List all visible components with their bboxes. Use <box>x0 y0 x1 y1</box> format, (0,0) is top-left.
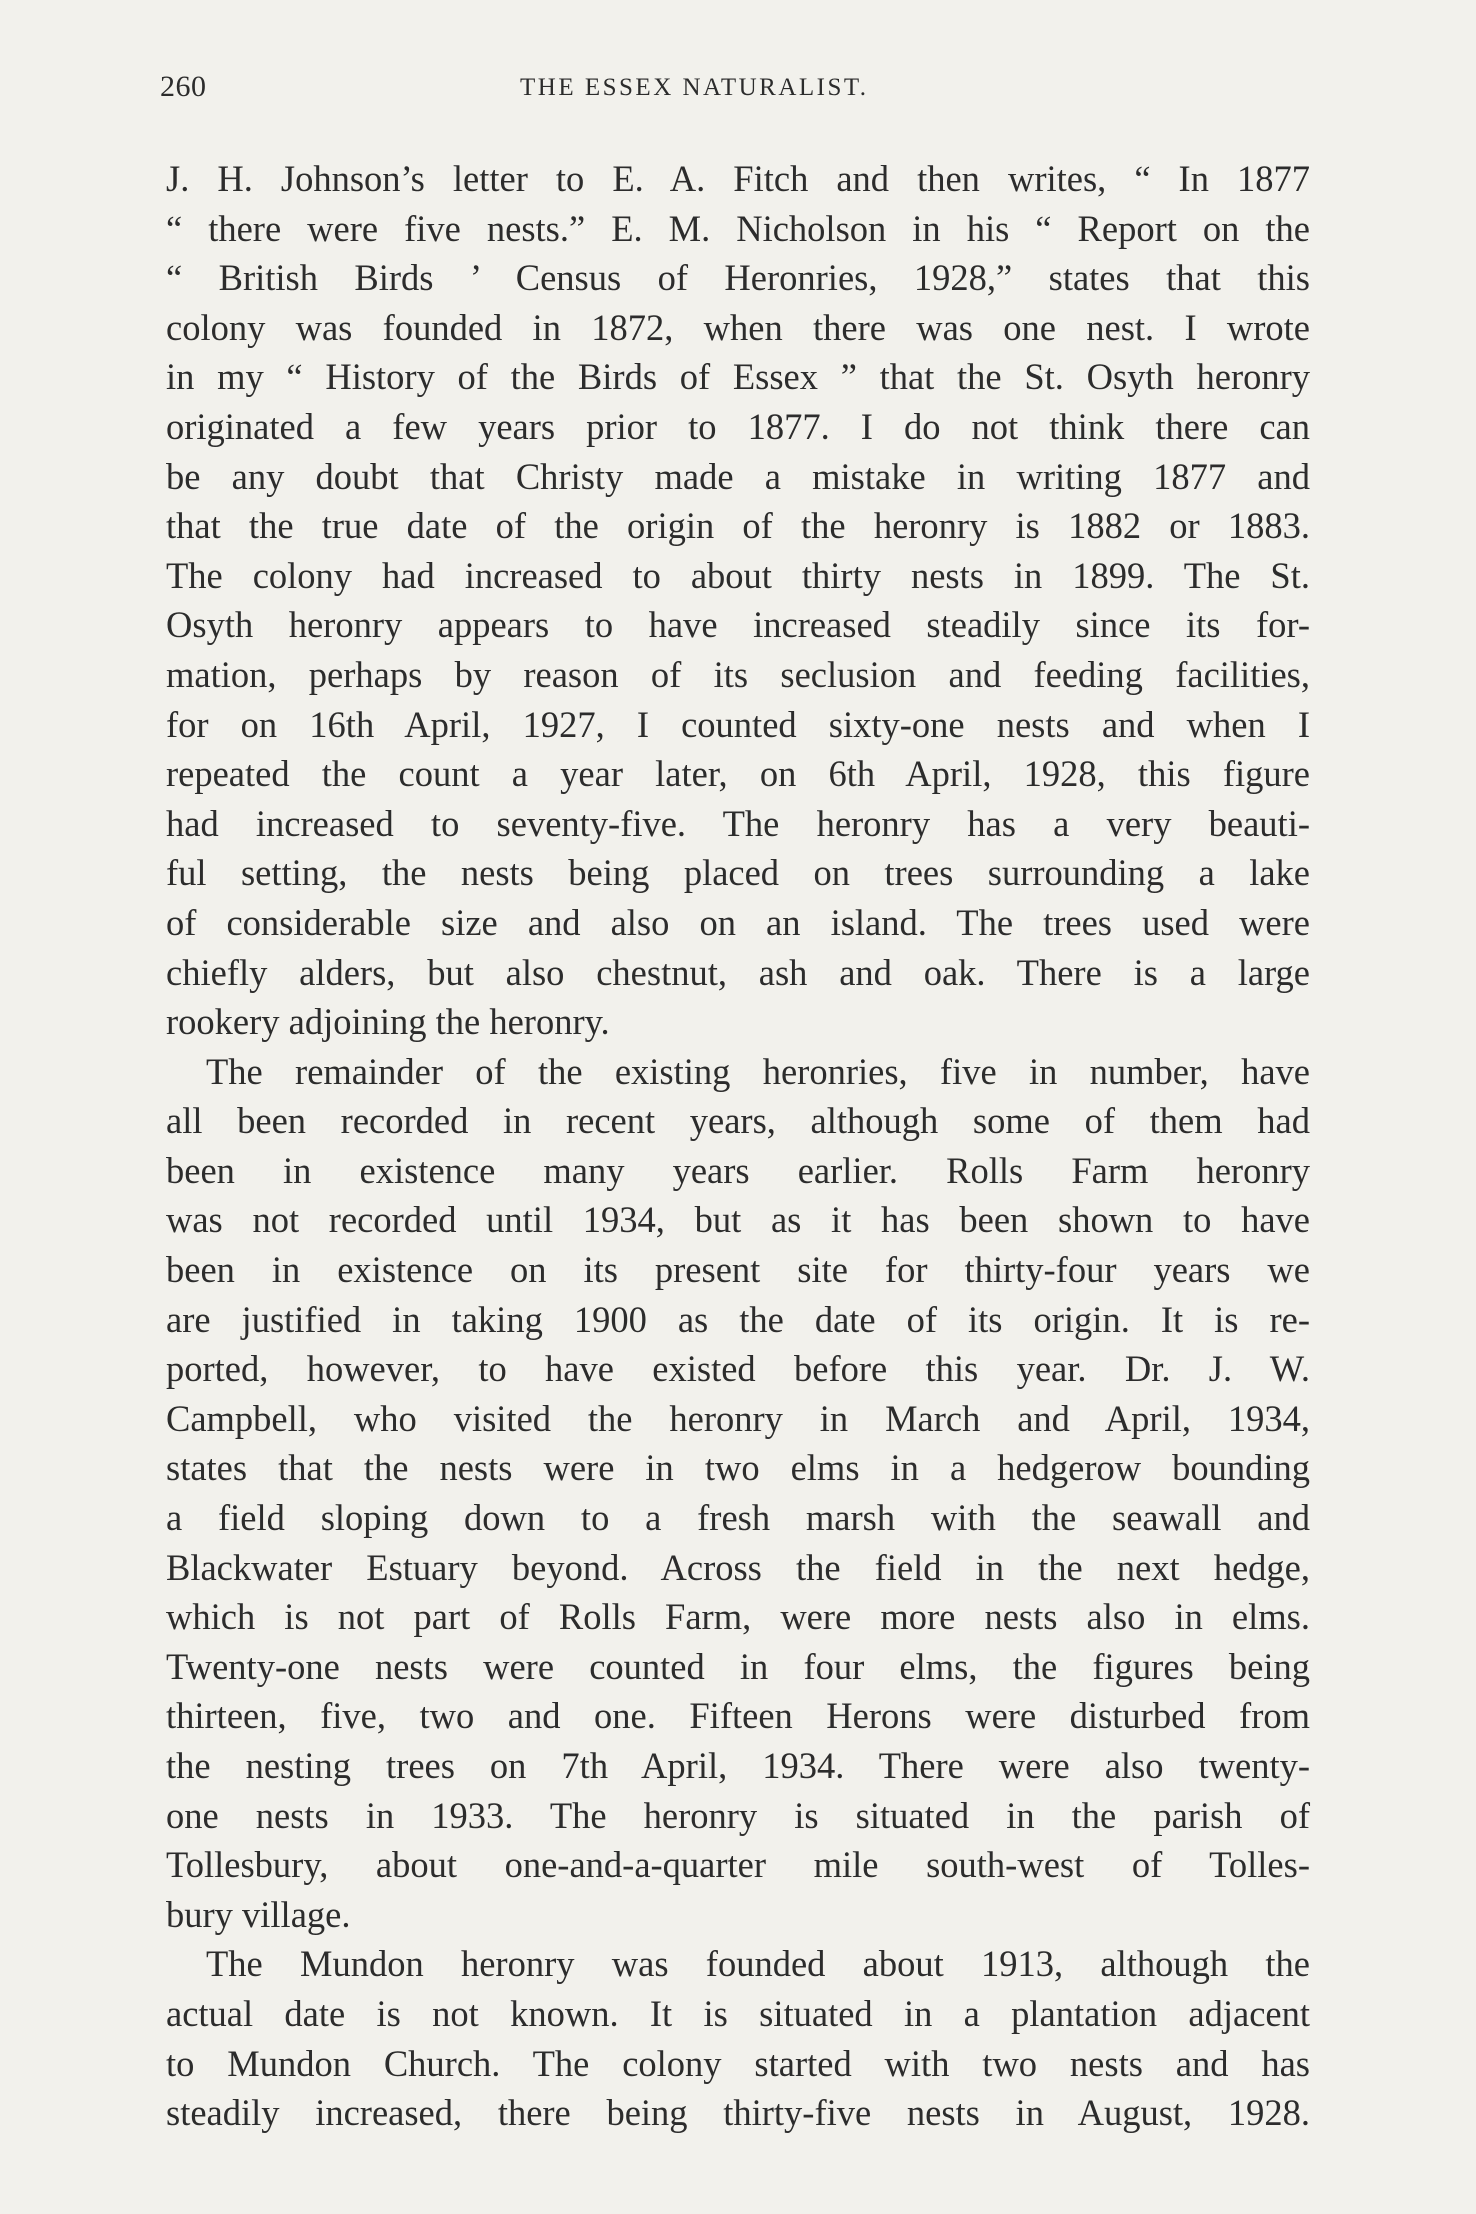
body-text <box>166 154 1310 2138</box>
text-line: a field sloping down to a fresh marsh with the seawall and <box>166 1497 1310 1539</box>
text-line: Twenty-one nests were counted in four elms, the figures being <box>166 1645 1310 1687</box>
text-line: in my “ History of the Birds of Essex ” that the St. Osyth heronry <box>166 356 1310 398</box>
text-line: to Mundon Church. The colony started with two nests and has <box>166 2042 1310 2084</box>
text-line: The Mundon heronry was founded about 1913, although the <box>206 1943 1310 1985</box>
text-line: repeated the count a year later, on 6th April, 1928, this figure <box>166 753 1310 795</box>
text-line: originated a few years prior to 1877. I do not think there can <box>166 405 1310 447</box>
text-line: Blackwater Estuary beyond. Across the field in the next hedge, <box>166 1546 1310 1588</box>
text-line: ful setting, the nests being placed on trees surrounding a lake <box>166 852 1310 894</box>
text-line: The remainder of the existing heronries, five in number, have <box>206 1050 1310 1092</box>
text-line: Osyth heronry appears to have increased steadily since its for- <box>166 604 1310 646</box>
text-line: J. H. Johnson’s letter to E. A. Fitch and then writes, “ In 1877 <box>166 158 1310 199</box>
text-line: bury village. <box>166 1893 351 1935</box>
text-line: had increased to seventy-five. The heronry has a very beauti- <box>166 802 1310 844</box>
text-line: are justified in taking 1900 as the date of its origin. It is re- <box>166 1298 1310 1340</box>
text-line: Campbell, who visited the heronry in March and April, 1934, <box>166 1397 1310 1439</box>
text-line: colony was founded in 1872, when there was one nest. I wrote <box>166 306 1310 348</box>
text-line: The colony had increased to about thirty nests in 1899. The St. <box>166 554 1310 596</box>
text-line: for on 16th April, 1927, I counted sixty-one nests and when I <box>166 703 1310 745</box>
running-head <box>160 70 1310 110</box>
text-line: of considerable size and also on an island. The trees used were <box>166 901 1310 943</box>
text-line: been in existence on its present site for thirty-four years we <box>166 1249 1310 1291</box>
text-line: been in existence many years earlier. Rolls Farm heronry <box>166 1149 1310 1191</box>
text-line: states that the nests were in two elms in a hedgerow bounding <box>166 1447 1310 1489</box>
text-line: “ there were five nests.” E. M. Nicholson in his “ Report on the <box>166 207 1310 249</box>
text-line: rookery adjoining the heronry. <box>166 1001 610 1043</box>
page-number: 260 <box>160 70 207 103</box>
journal-title: THE ESSEX NATURALIST. <box>520 74 869 101</box>
text-line: actual date is not known. It is situated in a plantation adjacent <box>166 1992 1310 2034</box>
text-line: one nests in 1933. The heronry is situated in the parish of <box>166 1794 1310 1836</box>
text-line: “ British Birds ’ Census of Heronries, 1928,” states that this <box>166 257 1310 299</box>
text-line: ported, however, to have existed before this year. Dr. J. W. <box>166 1348 1310 1390</box>
text-line: the nesting trees on 7th April, 1934. There were also twenty- <box>166 1745 1310 1786</box>
text-line: steadily increased, there being thirty-five nests in August, 1928. <box>166 2092 1310 2134</box>
text-line: thirteen, five, two and one. Fifteen Herons were disturbed from <box>166 1695 1310 1737</box>
text-line: which is not part of Rolls Farm, were more nests also in elms. <box>166 1596 1310 1638</box>
text-line: mation, perhaps by reason of its seclusion and feeding facilities, <box>166 653 1310 695</box>
text-line: chiefly alders, but also chestnut, ash and oak. There is a large <box>166 951 1310 993</box>
text-line: be any doubt that Christy made a mistake in writing 1877 and <box>166 455 1310 497</box>
text-line: Tollesbury, about one-and-a-quarter mile south-west of Tolles- <box>166 1844 1310 1886</box>
text-line: that the true date of the origin of the heronry is 1882 or 1883. <box>166 505 1310 547</box>
text-line: all been recorded in recent years, although some of them had <box>166 1100 1310 1142</box>
text-line: was not recorded until 1934, but as it has been shown to have <box>166 1199 1310 1241</box>
